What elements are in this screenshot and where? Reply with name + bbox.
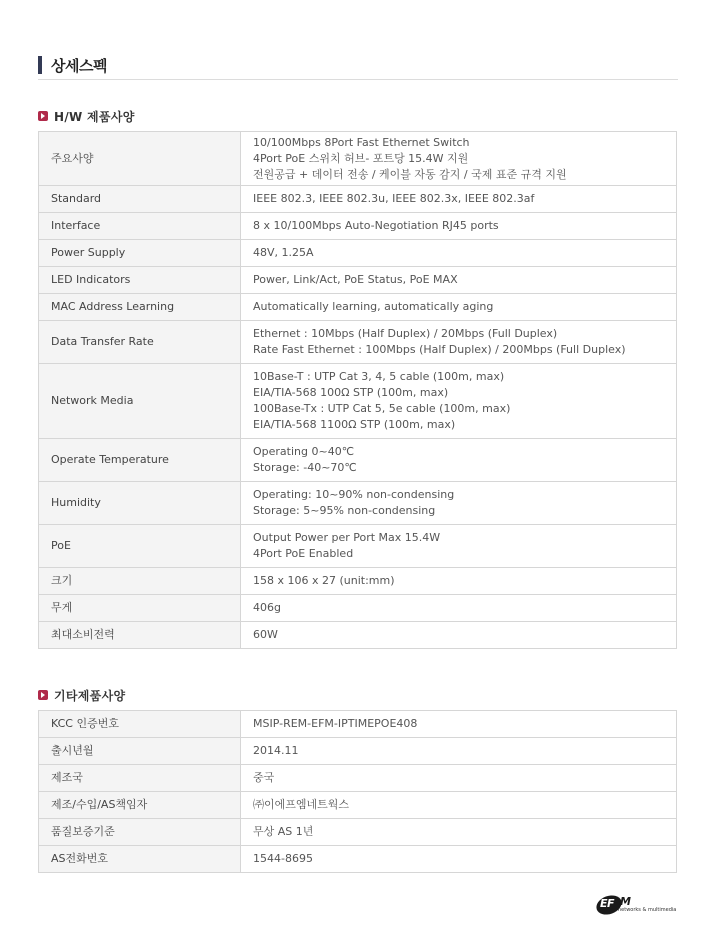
spec-value-line: Output Power per Port Max 15.4W [253, 531, 441, 544]
spec-value-line: Ethernet : 10Mbps (Half Duplex) / 20Mbps (Full Duplex) [253, 327, 558, 340]
spec-row [39, 568, 677, 595]
spec-row [39, 364, 677, 439]
spec-row [39, 792, 677, 819]
spec-row [39, 132, 677, 186]
spec-value-line: 158 x 106 x 27 (unit:mm) [253, 574, 395, 587]
etc-section-title: 기타제품사양 [54, 689, 126, 703]
spec-value-line: Operating: 10~90% non-condensing [253, 488, 455, 501]
spec-label: 출시년월 [39, 738, 241, 765]
spec-value [241, 321, 677, 364]
spec-value [241, 622, 677, 649]
spec-value-line: 10/100Mbps 8Port Fast Ethernet Switch [253, 135, 470, 149]
spec-value [241, 595, 677, 622]
spec-label: LED Indicators [39, 267, 241, 294]
spec-label: 주요사양 [39, 132, 241, 186]
spec-value [241, 765, 677, 792]
spec-value [241, 792, 677, 819]
spec-value [241, 439, 677, 482]
spec-value-line: Operating 0~40℃ [253, 445, 355, 458]
spec-value-line: ㈜이에프엠네트웍스 [253, 798, 350, 811]
spec-value-line: Storage: 5~95% non-condensing [253, 504, 436, 517]
spec-value [241, 240, 677, 267]
spec-value-line: EIA/TIA-568 100Ω STP (100m, max) [253, 386, 449, 399]
spec-row [39, 846, 677, 873]
spec-value [241, 482, 677, 525]
logo-mark-tail: M [620, 895, 631, 908]
spec-row [39, 819, 677, 846]
spec-row [39, 439, 677, 482]
spec-label: Interface [39, 213, 241, 240]
spec-value-line: Automatically learning, automatically aging [253, 300, 494, 313]
spec-label: PoE [39, 525, 241, 568]
section-bullet-icon [38, 690, 48, 700]
spec-row [39, 738, 677, 765]
spec-row [39, 240, 677, 267]
spec-value-line: MSIP-REM-EFM-IPTIMEPOE408 [253, 717, 418, 730]
hw-spec-body [39, 132, 677, 649]
spec-value [241, 711, 677, 738]
spec-value-line: 전원공급 + 데이터 전송 / 케이블 자동 감지 / 국제 표준 규격 지원 [253, 167, 567, 181]
spec-value-line: 4Port PoE Enabled [253, 547, 354, 560]
spec-label: 최대소비전력 [39, 622, 241, 649]
spec-value-line: Storage: -40~70℃ [253, 461, 357, 474]
spec-value-line: Power, Link/Act, PoE Status, PoE MAX [253, 273, 458, 286]
spec-value-line: 4Port PoE 스위치 허브- 포트당 15.4W 지원 [253, 151, 469, 165]
spec-value [241, 186, 677, 213]
spec-row [39, 482, 677, 525]
spec-value-line: 무상 AS 1년 [253, 825, 314, 838]
title-accent-bar [38, 56, 42, 74]
spec-row [39, 321, 677, 364]
spec-value-line: 60W [253, 628, 278, 641]
spec-value-line: 100Base-Tx : UTP Cat 5, 5e cable (100m, max) [253, 402, 511, 415]
spec-value-line: 406g [253, 601, 281, 614]
section-bullet-icon [38, 111, 48, 121]
spec-row [39, 213, 677, 240]
efm-logo [596, 894, 686, 918]
spec-row [39, 294, 677, 321]
spec-value [241, 213, 677, 240]
spec-value [241, 267, 677, 294]
logo-tagline: networks & multimedia [618, 907, 677, 913]
spec-label: 제조/수입/AS책임자 [39, 792, 241, 819]
page-title: 상세스펙 [51, 57, 107, 75]
etc-spec-body [39, 711, 677, 873]
spec-value-line: 1544-8695 [253, 852, 313, 865]
spec-value-line: 48V, 1.25A [253, 246, 314, 259]
spec-label: Power Supply [39, 240, 241, 267]
spec-row [39, 765, 677, 792]
etc-spec-table [38, 710, 677, 873]
spec-value [241, 525, 677, 568]
spec-value-line: IEEE 802.3, IEEE 802.3u, IEEE 802.3x, IEEE 802.3af [253, 192, 535, 205]
spec-label: AS전화번호 [39, 846, 241, 873]
spec-label: MAC Address Learning [39, 294, 241, 321]
spec-value [241, 738, 677, 765]
spec-value-line: 8 x 10/100Mbps Auto-Negotiation RJ45 ports [253, 219, 499, 232]
spec-value [241, 568, 677, 595]
spec-label: Standard [39, 186, 241, 213]
spec-value [241, 294, 677, 321]
spec-row [39, 186, 677, 213]
spec-value-line: 10Base-T : UTP Cat 3, 4, 5 cable (100m, max) [253, 370, 505, 383]
spec-row [39, 525, 677, 568]
spec-value [241, 846, 677, 873]
page-header [38, 54, 678, 80]
spec-label: 크기 [39, 568, 241, 595]
spec-label: 품질보증기준 [39, 819, 241, 846]
spec-value [241, 819, 677, 846]
spec-value-line: Rate Fast Ethernet : 100Mbps (Half Duplex) / 200Mbps (Full Duplex) [253, 343, 626, 356]
spec-label: Humidity [39, 482, 241, 525]
spec-row [39, 622, 677, 649]
hw-section-title: H/W 제품사양 [54, 110, 135, 124]
spec-value-line: 2014.11 [253, 744, 299, 757]
spec-row [39, 595, 677, 622]
spec-row [39, 267, 677, 294]
spec-label: KCC 인증번호 [39, 711, 241, 738]
spec-row [39, 711, 677, 738]
spec-value-line: EIA/TIA-568 1100Ω STP (100m, max) [253, 418, 456, 431]
hw-spec-table [38, 131, 677, 649]
spec-label: 무게 [39, 595, 241, 622]
spec-label: Operate Temperature [39, 439, 241, 482]
spec-value [241, 364, 677, 439]
spec-label: Network Media [39, 364, 241, 439]
spec-value [241, 132, 677, 186]
spec-label: 제조국 [39, 765, 241, 792]
spec-label: Data Transfer Rate [39, 321, 241, 364]
spec-value-line: 중국 [253, 771, 275, 784]
logo-mark-text: EF [600, 897, 615, 910]
